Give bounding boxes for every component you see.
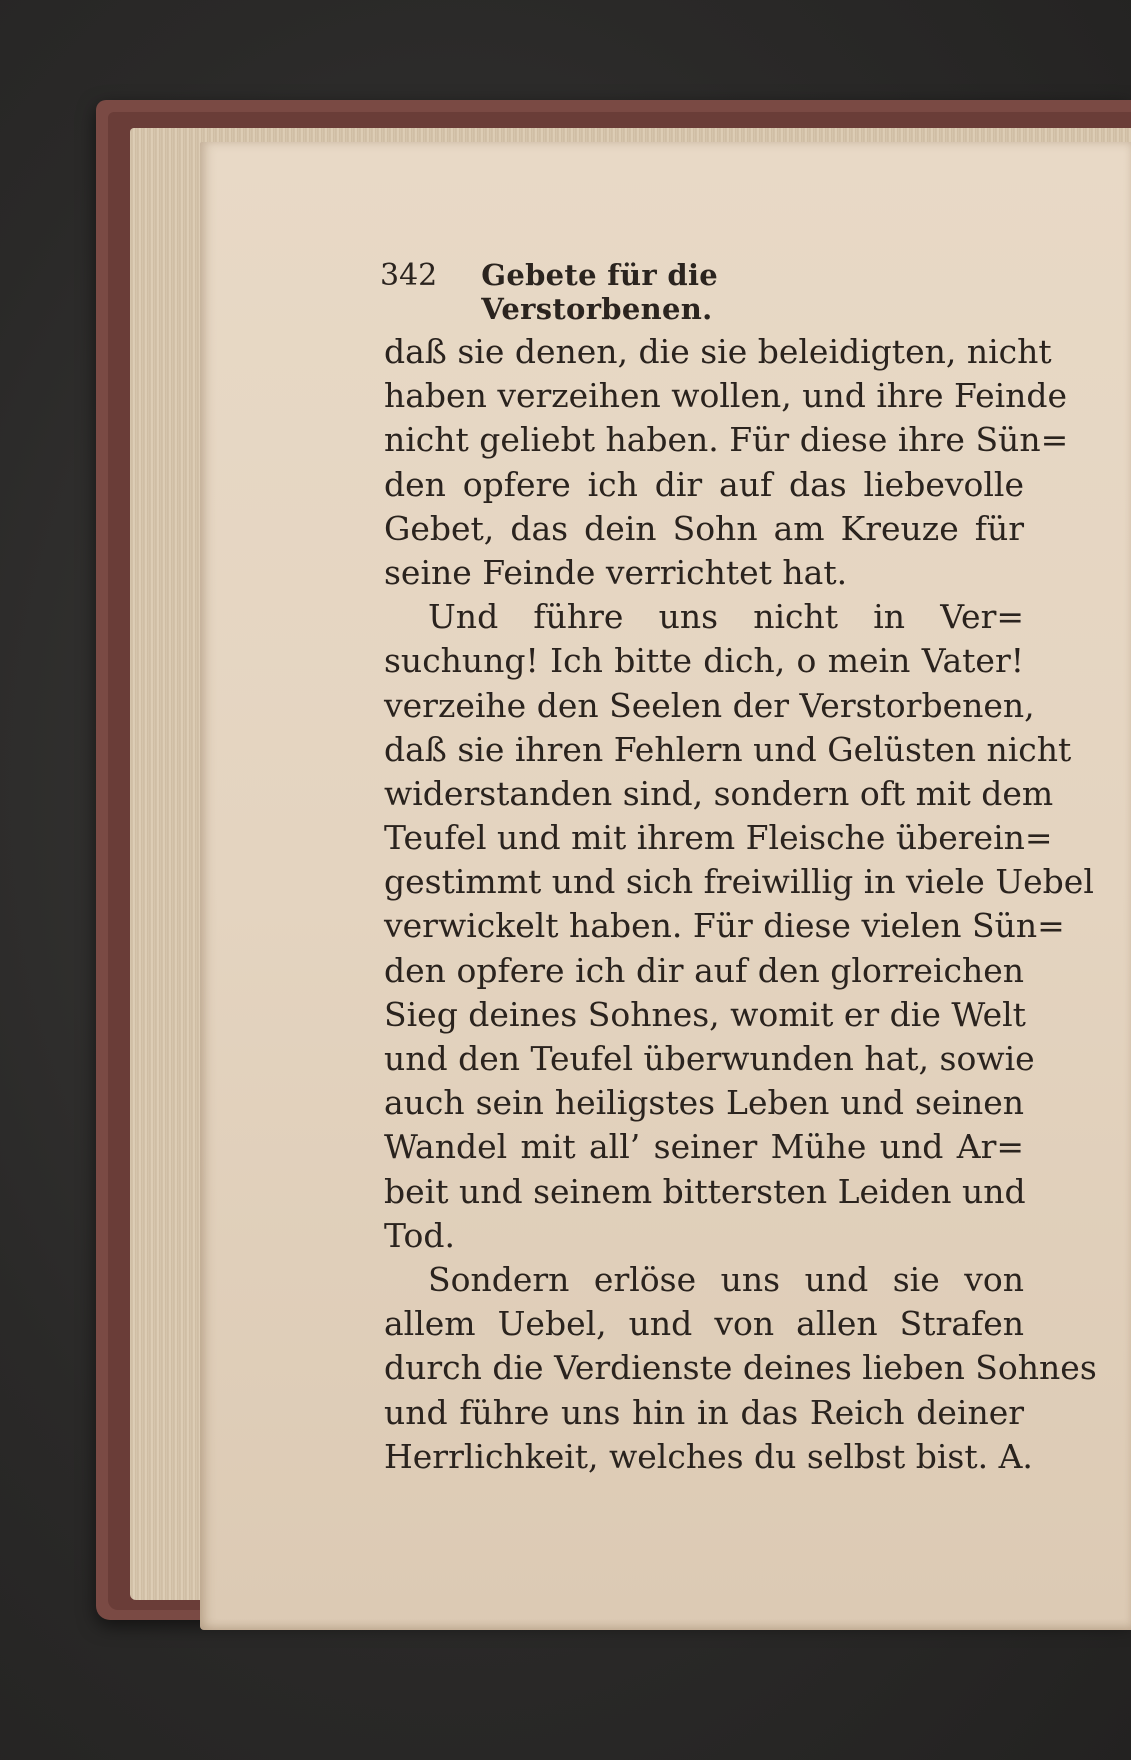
text-line: Sieg deines Sohnes, womit er die Welt <box>384 994 1026 1034</box>
text-line: Wandel mit all’ seiner Mühe und Ar= <box>384 1127 1024 1167</box>
text-line: nicht geliebt haben. Für diese ihre Sün= <box>384 420 1069 460</box>
text-line: verzeihe den Seelen der Verstorbenen, <box>384 685 1035 725</box>
text-line: und führe uns hin in das Reich deiner <box>384 1392 1024 1432</box>
page-number: 342 <box>380 258 438 293</box>
page-header <box>380 258 920 326</box>
running-head: Gebete für die Verstorbenen. <box>481 258 719 326</box>
text-line: Und führe uns nicht in Ver= <box>428 597 1024 637</box>
text-line: durch die Verdienste deines lieben Sohnes <box>384 1348 1097 1388</box>
text-line: Gebet, das dein Sohn am Kreuze für <box>384 508 1024 548</box>
text-line: allem Uebel, und von allen Strafen <box>384 1304 1024 1344</box>
text-line: gestimmt und sich freiwillig in viele Uebel <box>384 862 1094 902</box>
text-line: widerstanden sind, sondern oft mit dem <box>384 773 1054 813</box>
text-line: seine Feinde verrichtet hat. <box>384 552 848 592</box>
text-line: und den Teufel überwunden hat, sowie <box>384 1039 1035 1078</box>
text-line: beit und seinem bittersten Leiden und <box>384 1171 1026 1211</box>
text-line: den opfere ich dir auf das liebevolle <box>384 464 1024 504</box>
body-text <box>384 330 1097 1479</box>
text-line: haben verzeihen wollen, und ihre Feinde <box>384 376 1068 416</box>
text-line: den opfere ich dir auf den glorreichen <box>384 950 1024 990</box>
text-line: suchung! Ich bitte dich, o mein Vater! <box>384 641 1024 681</box>
text-line: verwickelt haben. Für diese vielen Sün= <box>384 906 1065 946</box>
text-line: Sondern erlöse uns und sie von <box>428 1259 1024 1299</box>
text-line: auch sein heiligstes Leben und seinen <box>384 1083 1024 1123</box>
text-line: Herrlichkeit, welches du selbst bist. A. <box>384 1436 1033 1476</box>
text-line: Teufel und mit ihrem Fleische überein= <box>384 818 1053 858</box>
text-line: Tod. <box>384 1215 455 1255</box>
text-line: daß sie ihren Fehlern und Gelüsten nicht <box>384 729 1072 769</box>
text-line: daß sie denen, die sie beleidigten, nicht <box>384 332 1052 371</box>
